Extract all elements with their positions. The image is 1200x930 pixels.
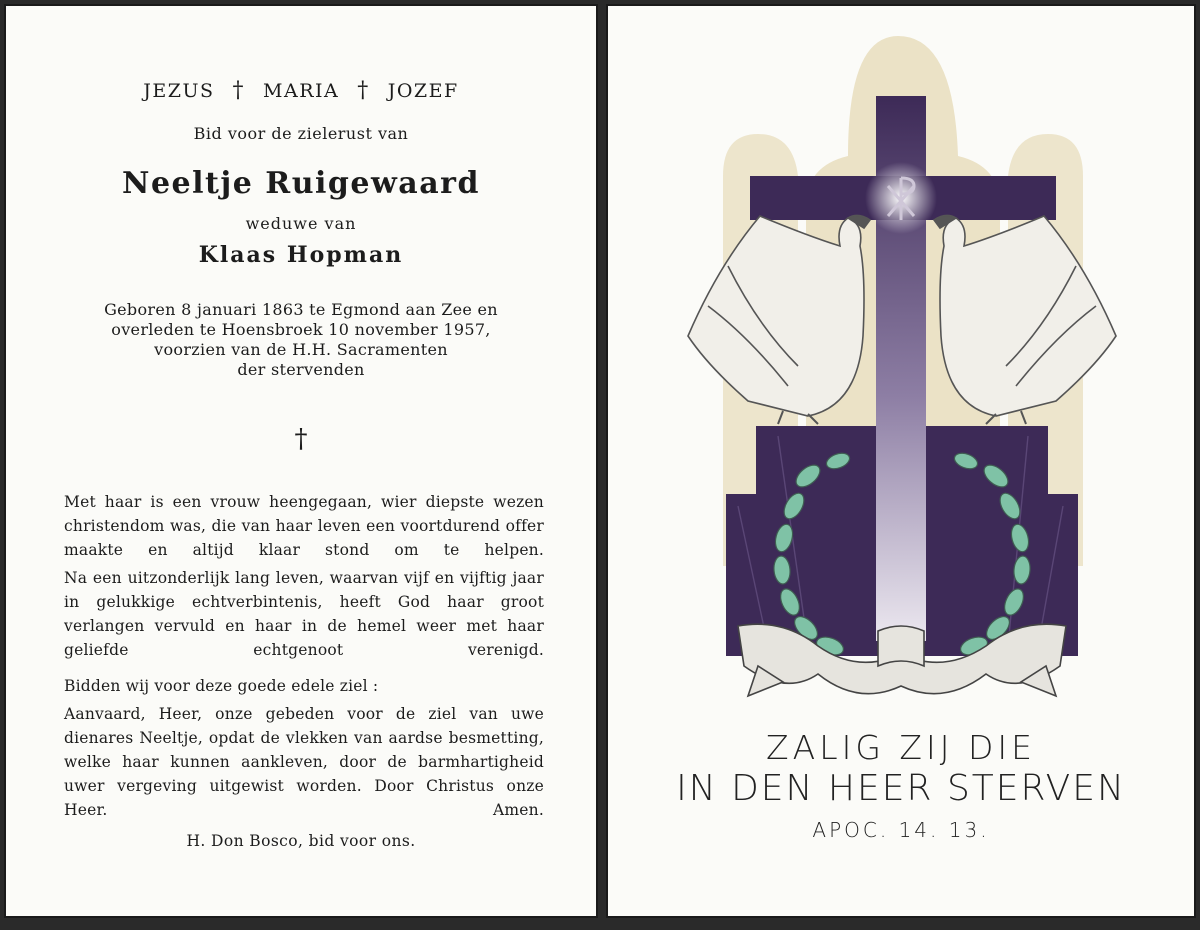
header-word-jozef: JOZEF: [387, 79, 459, 102]
dates-line: der stervenden: [237, 360, 365, 379]
scripture-line-2: IN DEN HEER STERVEN: [676, 768, 1126, 809]
dates-line: voorzien van de H.H. Sacramenten: [154, 340, 448, 359]
cross-icon: †: [357, 78, 370, 103]
relation-text: weduwe van: [245, 214, 357, 233]
header-jezus-maria-jozef: [6, 78, 596, 103]
left-card: [4, 4, 598, 918]
dates-line: Geboren 8 januari 1863 te Egmond aan Zee en: [104, 300, 498, 319]
scripture-reference: APOC. 14. 13.: [812, 818, 990, 842]
prayer-paragraph: Aanvaard, Heer, onze gebeden voor de ziel van uwe dienares Neeltje, opdat de vlekken van aardse besmetting, welke haar kunnen aankleven, door de barmhartigheid uwer vergeving uitgewist worden. Door Christus onze Heer. Amen.: [64, 705, 544, 819]
husband-name: Klaas Hopman: [198, 242, 404, 268]
cross-icon: †: [294, 424, 308, 454]
devotional-illustration: [608, 6, 1194, 726]
dates-line: overleden te Hoensbroek 10 november 1957,: [111, 320, 491, 339]
memorial-paragraph: Met haar is een vrouw heengegaan, wier diepste wezen christendom was, die van haar leven een voortdurend offer maakte en altijd klaar stond om te helpen.: [64, 493, 544, 559]
prayer-intro: Bidden wij voor deze goede edele ziel :: [64, 677, 379, 695]
header-word-maria: MARIA: [263, 79, 340, 102]
scripture-line-1: ZALIG ZIJ DIE: [766, 728, 1036, 767]
dove-icon: [934, 215, 1116, 424]
cross-icon: †: [232, 78, 246, 103]
dove-icon: [688, 215, 870, 424]
right-card: [606, 4, 1196, 918]
intro-text: Bid voor de zielerust van: [193, 124, 409, 143]
signoff-text: H. Don Bosco, bid voor ons.: [186, 832, 416, 850]
header-word-jezus: JEZUS: [143, 79, 215, 102]
memorial-paragraph: Na een uitzonderlijk lang leven, waarvan vijf en vijftig jaar in gelukkige echtverbintenis, heeft God haar groot verlangen vervuld en haar in de hemel weer met haar geliefde echtgenoot verenigd.: [64, 569, 544, 659]
ribbon-icon: [738, 624, 1066, 696]
deceased-name: Neeltje Ruigewaard: [122, 166, 480, 201]
life-dates: [6, 300, 596, 380]
